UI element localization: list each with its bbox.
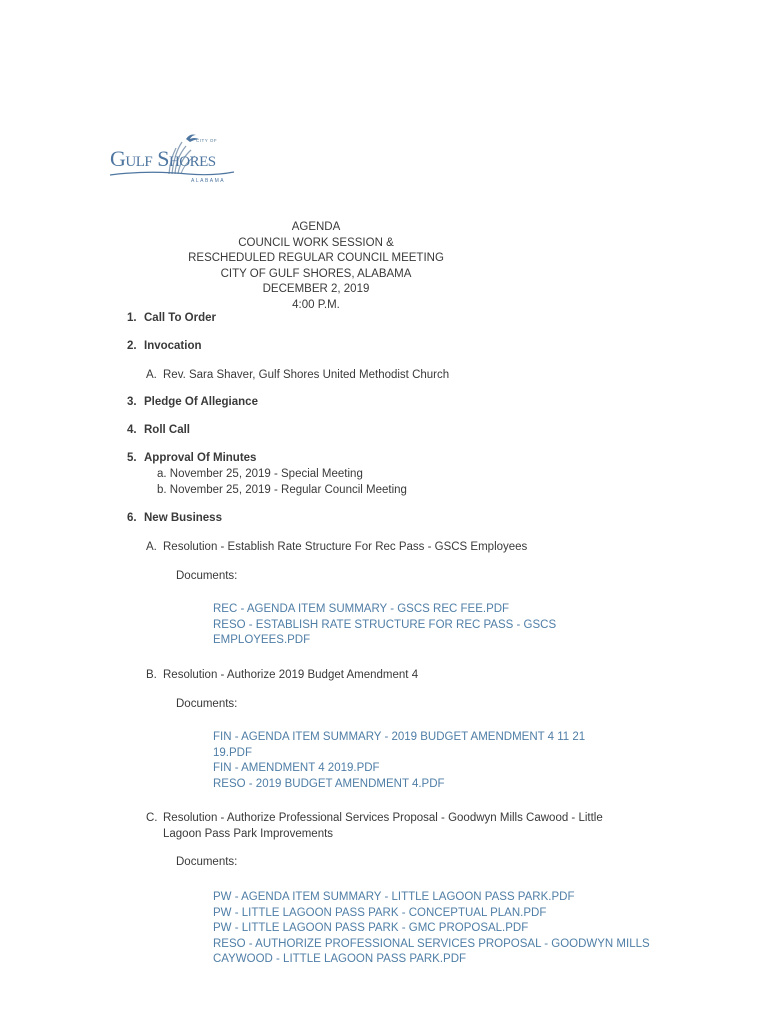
section-number: 6. — [127, 512, 137, 524]
document-link[interactable]: FIN - AGENDA ITEM SUMMARY - 2019 BUDGET AMENDMENT 4 11 21 19.PDF — [213, 731, 586, 759]
document-link[interactable]: RESO - AUTHORIZE PROFESSIONAL SERVICES PROPOSAL - GOODWYN MILLS CAYWOOD - LITTLE LAGOON PASS PARK.PDF — [213, 937, 650, 965]
document-list — [213, 890, 653, 968]
document-link[interactable]: PW - LITTLE LAGOON PASS PARK - GMC PROPOSAL.PDF — [213, 922, 529, 934]
section-title: Approval Of Minutes — [144, 452, 257, 464]
document-link[interactable]: REC - AGENDA ITEM SUMMARY - GSCS REC FEE.PDF — [213, 603, 510, 615]
invocation-item — [146, 368, 449, 384]
section-title: Pledge Of Allegiance — [144, 396, 258, 408]
header-line: RESCHEDULED REGULAR COUNCIL MEETING — [188, 252, 444, 264]
section-roll-call — [127, 424, 190, 436]
section-title: Call To Order — [144, 312, 216, 324]
document-list — [213, 602, 653, 649]
item-letter: A. — [146, 541, 157, 553]
new-business-item-b — [146, 668, 418, 684]
section-call-to-order — [127, 312, 216, 324]
header-line: CITY OF GULF SHORES, ALABAMA — [220, 267, 412, 280]
section-number: 1. — [127, 312, 137, 324]
document-link[interactable]: RESO - ESTABLISH RATE STRUCTURE FOR REC PASS - GSCS EMPLOYEES.PDF — [213, 618, 557, 646]
logo-state: ALABAMA — [191, 178, 226, 184]
header-line: 4:00 P.M. — [292, 298, 340, 311]
minutes-item: b. November 25, 2019 - Regular Council Meeting — [157, 484, 407, 496]
documents-label: Documents: — [176, 856, 238, 868]
header-line: AGENDA — [291, 221, 341, 233]
document-link[interactable]: FIN - AMENDMENT 4 2019.PDF — [213, 762, 380, 774]
document-link[interactable]: PW - LITTLE LAGOON PASS PARK - CONCEPTUAL PLAN.PDF — [213, 906, 547, 919]
section-new-business — [127, 512, 222, 524]
section-pledge — [127, 396, 258, 408]
new-business-item-a — [146, 540, 527, 556]
section-number: 5. — [127, 452, 137, 464]
section-number: 2. — [127, 340, 137, 352]
section-title: Roll Call — [144, 424, 191, 436]
documents-label: Documents: — [176, 570, 238, 582]
minutes-item: a. November 25, 2019 - Special Meeting — [157, 468, 363, 480]
item-letter: B. — [146, 669, 157, 681]
logo-city-of: CITY OF — [196, 138, 218, 143]
item-letter: A. — [146, 369, 157, 381]
document-list — [213, 730, 653, 792]
logo-brand-text: Gulf Shores — [110, 146, 216, 171]
new-business-item-c — [146, 811, 646, 842]
section-title: Invocation — [144, 340, 202, 352]
documents-label: Documents: — [176, 698, 238, 710]
item-letter: C. — [146, 812, 158, 824]
item-text: Rev. Sara Shaver, Gulf Shores United Methodist Church — [163, 369, 450, 381]
item-text: Resolution - Authorize 2019 Budget Amendment 4 — [163, 669, 419, 681]
section-invocation — [127, 340, 202, 352]
section-approval-minutes — [127, 452, 256, 464]
item-text: Resolution - Establish Rate Structure For Rec Pass - GSCS Employees — [163, 541, 528, 553]
document-link[interactable]: RESO - 2019 BUDGET AMENDMENT 4.PDF — [213, 777, 445, 790]
gulf-shores-logo — [108, 130, 248, 188]
document-link[interactable]: PW - AGENDA ITEM SUMMARY - LITTLE LAGOON PASS PARK.PDF — [213, 891, 575, 903]
section-number: 4. — [127, 424, 137, 436]
item-text: Resolution - Authorize Professional Services Proposal - Goodwyn Mills Cawood - Little Lagoon Pass Park Improvements — [163, 812, 603, 840]
agenda-header — [0, 220, 632, 313]
logo-wave-icon — [108, 170, 238, 178]
section-number: 3. — [127, 396, 137, 408]
header-line: DECEMBER 2, 2019 — [262, 283, 370, 295]
section-title: New Business — [144, 512, 222, 524]
header-line: COUNCIL WORK SESSION & — [238, 236, 394, 249]
